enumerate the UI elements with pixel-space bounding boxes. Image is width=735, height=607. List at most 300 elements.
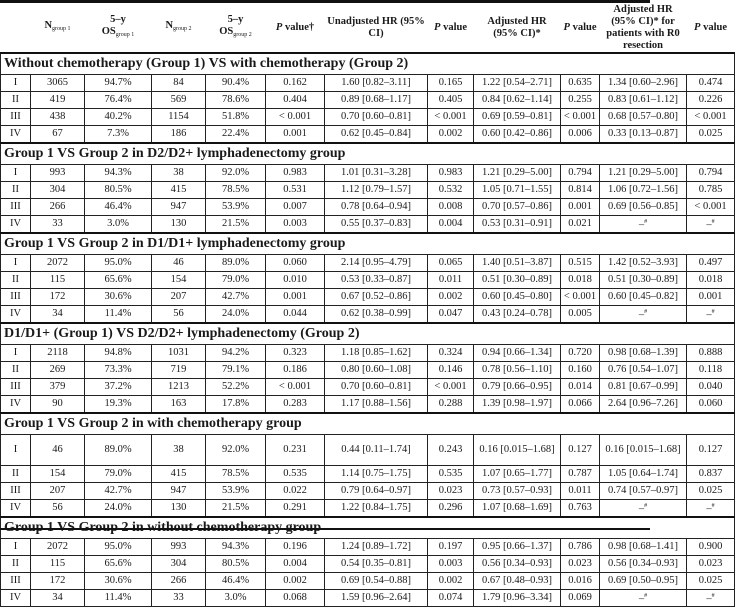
- cell-p-value: 0.983: [266, 165, 325, 182]
- cell-stage: III: [1, 109, 31, 126]
- cell-stage: II: [1, 272, 31, 289]
- cell-os-group1: 30.6%: [85, 289, 152, 306]
- cell-adjusted-p: 0.011: [561, 483, 600, 500]
- cell-n-group1: 438: [31, 109, 85, 126]
- cell-n-group1: 2072: [31, 539, 85, 556]
- cell-adjusted-hr: 1.39 [0.98–1.97]: [474, 396, 561, 414]
- cell-adjusted-hr: 0.94 [0.66–1.34]: [474, 345, 561, 362]
- cell-p-value: 0.004: [266, 556, 325, 573]
- cell-os-group1: 80.5%: [85, 182, 152, 199]
- cell-adjusted-r0-p: < 0.001: [687, 199, 735, 216]
- header-p-rest: value†: [282, 21, 315, 33]
- cell-adjusted-r0-p: 0.226: [687, 92, 735, 109]
- cell-unadjusted-hr: 0.79 [0.64–0.97]: [325, 483, 428, 500]
- cell-adjusted-p: 0.014: [561, 379, 600, 396]
- cell-os-group1: 94.8%: [85, 345, 152, 362]
- footnote-mark: #: [644, 219, 648, 226]
- table-row: [1, 216, 735, 234]
- cell-unadjusted-hr: 1.18 [0.85–1.62]: [325, 345, 428, 362]
- footnote-mark: #: [644, 309, 648, 316]
- cell-adjusted-hr-r0: 1.05 [0.64–1.74]: [600, 466, 687, 483]
- section-title: Group 1 VS Group 2 in with chemotherapy group: [1, 413, 735, 435]
- cell-n-group1: 115: [31, 556, 85, 573]
- cell-adjusted-p: 0.255: [561, 92, 600, 109]
- header-p-value-dagger: [266, 3, 325, 53]
- cell-unadjusted-hr: 1.60 [0.82–3.11]: [325, 75, 428, 92]
- table-header: [1, 3, 735, 53]
- cell-unadjusted-p: 0.165: [428, 75, 474, 92]
- not-applicable-dash: –: [706, 219, 712, 231]
- not-applicable-dash: –: [706, 593, 712, 605]
- survival-hazard-ratio-table: [0, 3, 735, 607]
- cell-unadjusted-hr: 1.17 [0.88–1.56]: [325, 396, 428, 414]
- cell-unadjusted-hr: 0.54 [0.35–0.81]: [325, 556, 428, 573]
- cell-os-group2: 94.2%: [206, 345, 266, 362]
- table-row: [1, 182, 735, 199]
- table-row: [1, 466, 735, 483]
- section-title: Group 1 VS Group 2 in D2/D2+ lymphadenectomy group: [1, 143, 735, 165]
- cell-p-value: 0.002: [266, 573, 325, 590]
- cell-unadjusted-p: 0.983: [428, 165, 474, 182]
- cell-adjusted-hr-r0: 1.06 [0.72–1.56]: [600, 182, 687, 199]
- cell-adjusted-hr-r0: 0.98 [0.68–1.39]: [600, 345, 687, 362]
- cell-adjusted-hr: 0.16 [0.015–1.68]: [474, 435, 561, 466]
- cell-unadjusted-p: 0.288: [428, 396, 474, 414]
- header-n-group1-main: N: [44, 20, 53, 31]
- cell-adjusted-r0-p: [687, 500, 735, 518]
- header-os-group1-main: OS: [101, 26, 116, 37]
- header-os-group1-sub: group 1: [115, 32, 135, 38]
- cell-unadjusted-p: 0.004: [428, 216, 474, 234]
- cell-adjusted-hr-r0: 0.74 [0.57–0.97]: [600, 483, 687, 500]
- cell-os-group2: 53.9%: [206, 199, 266, 216]
- header-n-group2: [152, 3, 206, 53]
- header-p-italic: P: [275, 21, 283, 33]
- cell-n-group1: 419: [31, 92, 85, 109]
- cell-n-group2: 130: [152, 500, 206, 518]
- cell-os-group1: 37.2%: [85, 379, 152, 396]
- cell-adjusted-r0-p: 0.001: [687, 289, 735, 306]
- cell-os-group1: 24.0%: [85, 500, 152, 518]
- cell-adjusted-r0-p: [687, 216, 735, 234]
- section-title: Group 1 VS Group 2 in D1/D1+ lymphadenectomy group: [1, 233, 735, 255]
- header-p1-italic: P: [434, 21, 441, 33]
- cell-p-value: 0.068: [266, 590, 325, 607]
- cell-stage: III: [1, 483, 31, 500]
- cell-os-group2: 17.8%: [206, 396, 266, 414]
- table-row: [1, 165, 735, 182]
- cell-os-group2: 24.0%: [206, 306, 266, 324]
- not-applicable-dash: –: [706, 503, 712, 515]
- table-row: [1, 345, 735, 362]
- cell-os-group1: 94.7%: [85, 75, 152, 92]
- footnote-mark: #: [711, 593, 715, 600]
- cell-adjusted-p: 0.515: [561, 255, 600, 272]
- cell-adjusted-r0-p: 0.018: [687, 272, 735, 289]
- cell-unadjusted-hr: 0.70 [0.60–0.81]: [325, 109, 428, 126]
- cell-adjusted-hr: 0.60 [0.42–0.86]: [474, 126, 561, 144]
- cell-unadjusted-hr: 1.22 [0.84–1.75]: [325, 500, 428, 518]
- cell-adjusted-p: 0.786: [561, 539, 600, 556]
- cell-n-group1: 2072: [31, 255, 85, 272]
- cell-n-group2: 186: [152, 126, 206, 144]
- cell-stage: I: [1, 255, 31, 272]
- cell-adjusted-hr: 1.07 [0.68–1.69]: [474, 500, 561, 518]
- cell-unadjusted-hr: 0.44 [0.11–1.74]: [325, 435, 428, 466]
- not-applicable-dash: –: [706, 309, 712, 321]
- table-row: [1, 396, 735, 414]
- cell-adjusted-hr-r0: [600, 590, 687, 607]
- cell-adjusted-hr: 1.22 [0.54–2.71]: [474, 75, 561, 92]
- header-n-group2-main: N: [165, 20, 174, 31]
- header-os-group2-line1: 5–y: [227, 14, 244, 25]
- cell-stage: IV: [1, 306, 31, 324]
- cell-n-group2: 947: [152, 483, 206, 500]
- cell-n-group2: 84: [152, 75, 206, 92]
- cell-unadjusted-p: 0.074: [428, 590, 474, 607]
- cell-adjusted-p: 0.763: [561, 500, 600, 518]
- cell-adjusted-hr-r0: 0.69 [0.50–0.95]: [600, 573, 687, 590]
- cell-adjusted-hr: 0.56 [0.34–0.93]: [474, 556, 561, 573]
- cell-stage: II: [1, 362, 31, 379]
- cell-adjusted-p: 0.016: [561, 573, 600, 590]
- cell-p-value: 0.291: [266, 500, 325, 518]
- cell-os-group2: 79.0%: [206, 272, 266, 289]
- table-row: [1, 483, 735, 500]
- cell-stage: III: [1, 289, 31, 306]
- table-row: [1, 379, 735, 396]
- cell-p-value: 0.283: [266, 396, 325, 414]
- cell-adjusted-p: 0.001: [561, 199, 600, 216]
- cell-unadjusted-hr: 1.14 [0.75–1.75]: [325, 466, 428, 483]
- cell-os-group2: 46.4%: [206, 573, 266, 590]
- cell-adjusted-r0-p: 0.888: [687, 345, 735, 362]
- table-row: [1, 289, 735, 306]
- cell-unadjusted-hr: 1.12 [0.79–1.57]: [325, 182, 428, 199]
- cell-adjusted-p: 0.720: [561, 345, 600, 362]
- cell-unadjusted-hr: 1.59 [0.96–2.64]: [325, 590, 428, 607]
- cell-adjusted-r0-p: 0.025: [687, 573, 735, 590]
- cell-os-group2: 79.1%: [206, 362, 266, 379]
- cell-os-group2: 90.4%: [206, 75, 266, 92]
- header-os-group2: [206, 3, 266, 53]
- header-p-value-2: [561, 3, 600, 53]
- cell-p-value: < 0.001: [266, 109, 325, 126]
- cell-adjusted-hr-r0: 1.42 [0.52–3.93]: [600, 255, 687, 272]
- cell-os-group1: 76.4%: [85, 92, 152, 109]
- header-p3-rest: value: [700, 21, 727, 33]
- cell-n-group2: 154: [152, 272, 206, 289]
- cell-unadjusted-p: 0.532: [428, 182, 474, 199]
- cell-stage: II: [1, 556, 31, 573]
- cell-n-group1: 34: [31, 590, 85, 607]
- table-row: [1, 573, 735, 590]
- cell-unadjusted-p: 0.002: [428, 126, 474, 144]
- table-row: [1, 306, 735, 324]
- cell-stage: I: [1, 539, 31, 556]
- cell-os-group1: 11.4%: [85, 306, 152, 324]
- cell-unadjusted-p: < 0.001: [428, 109, 474, 126]
- header-os-group1: [85, 3, 152, 53]
- cell-n-group1: 67: [31, 126, 85, 144]
- cell-n-group2: 947: [152, 199, 206, 216]
- cell-adjusted-hr-r0: 0.83 [0.61–1.12]: [600, 92, 687, 109]
- cell-unadjusted-hr: 2.14 [0.95–4.79]: [325, 255, 428, 272]
- cell-n-group1: 33: [31, 216, 85, 234]
- header-adjusted-hr: Adjusted HR (95% CI)*: [487, 15, 547, 39]
- cell-adjusted-hr: 0.78 [0.56–1.10]: [474, 362, 561, 379]
- cell-n-group2: 33: [152, 590, 206, 607]
- cell-n-group1: 34: [31, 306, 85, 324]
- header-row: [1, 3, 735, 53]
- header-n-group1: [31, 3, 85, 53]
- footnote-mark: #: [711, 503, 715, 510]
- header-stage: [1, 3, 31, 53]
- cell-n-group2: 415: [152, 182, 206, 199]
- cell-unadjusted-hr: 0.62 [0.38–0.99]: [325, 306, 428, 324]
- cell-n-group2: 719: [152, 362, 206, 379]
- cell-n-group1: 2118: [31, 345, 85, 362]
- header-n-group1-sub: group 1: [52, 26, 71, 32]
- cell-n-group2: 207: [152, 289, 206, 306]
- cell-adjusted-hr-r0: [600, 216, 687, 234]
- cell-adjusted-p: 0.069: [561, 590, 600, 607]
- cell-adjusted-hr: 1.21 [0.29–5.00]: [474, 165, 561, 182]
- table-row: [1, 539, 735, 556]
- cell-os-group1: 95.0%: [85, 539, 152, 556]
- header-os-group2-main: OS: [219, 26, 234, 37]
- cell-n-group1: 56: [31, 500, 85, 518]
- header-adjusted-hr-r0: Adjusted HR (95% CI)* for patients with R0 resection: [606, 3, 680, 51]
- cell-unadjusted-hr: 0.89 [0.68–1.17]: [325, 92, 428, 109]
- section-header-row: [1, 517, 735, 539]
- cell-adjusted-hr: 0.60 [0.45–0.80]: [474, 289, 561, 306]
- header-n-group2-sub: group 2: [173, 26, 192, 32]
- cell-adjusted-r0-p: 0.900: [687, 539, 735, 556]
- cell-adjusted-hr-r0: 1.34 [0.60–2.96]: [600, 75, 687, 92]
- cell-adjusted-r0-p: [687, 590, 735, 607]
- table-row: [1, 435, 735, 466]
- cell-p-value: 0.196: [266, 539, 325, 556]
- not-applicable-dash: –: [638, 309, 645, 321]
- cell-stage: II: [1, 92, 31, 109]
- cell-adjusted-p: 0.066: [561, 396, 600, 414]
- cell-adjusted-hr: 1.40 [0.51–3.87]: [474, 255, 561, 272]
- cell-adjusted-p: 0.018: [561, 272, 600, 289]
- cell-stage: I: [1, 75, 31, 92]
- footnote-mark: #: [711, 309, 715, 316]
- cell-os-group1: 11.4%: [85, 590, 152, 607]
- cell-adjusted-hr: 0.67 [0.48–0.93]: [474, 573, 561, 590]
- cell-adjusted-hr-r0: 1.21 [0.29–5.00]: [600, 165, 687, 182]
- cell-adjusted-r0-p: 0.025: [687, 483, 735, 500]
- cell-adjusted-p: 0.127: [561, 435, 600, 466]
- cell-stage: IV: [1, 500, 31, 518]
- cell-os-group2: 94.3%: [206, 539, 266, 556]
- cell-adjusted-p: 0.021: [561, 216, 600, 234]
- cell-p-value: 0.404: [266, 92, 325, 109]
- cell-adjusted-r0-p: 0.023: [687, 556, 735, 573]
- cell-stage: I: [1, 435, 31, 466]
- cell-n-group1: 993: [31, 165, 85, 182]
- header-os-group2-sub: group 2: [233, 32, 252, 38]
- cell-n-group1: 154: [31, 466, 85, 483]
- cell-adjusted-r0-p: 0.040: [687, 379, 735, 396]
- cell-unadjusted-p: 0.002: [428, 573, 474, 590]
- footnote-mark: #: [644, 593, 648, 600]
- cell-adjusted-r0-p: 0.025: [687, 126, 735, 144]
- header-p3-italic: P: [694, 21, 701, 33]
- cell-p-value: 0.531: [266, 182, 325, 199]
- section-header-row: [1, 323, 735, 345]
- header-p2-italic: P: [563, 21, 570, 33]
- cell-unadjusted-hr: 0.78 [0.64–0.94]: [325, 199, 428, 216]
- cell-adjusted-hr: 0.53 [0.31–0.91]: [474, 216, 561, 234]
- cell-unadjusted-hr: 0.55 [0.37–0.83]: [325, 216, 428, 234]
- cell-adjusted-p: 0.635: [561, 75, 600, 92]
- cell-p-value: 0.003: [266, 216, 325, 234]
- cell-n-group2: 266: [152, 573, 206, 590]
- cell-os-group1: 79.0%: [85, 466, 152, 483]
- cell-unadjusted-p: 0.535: [428, 466, 474, 483]
- section-title: Group 1 VS Group 2 in without chemotherapy group: [1, 517, 735, 539]
- cell-os-group2: 52.2%: [206, 379, 266, 396]
- cell-os-group2: 89.0%: [206, 255, 266, 272]
- header-p-value-3: [687, 3, 735, 53]
- cell-stage: I: [1, 165, 31, 182]
- cell-n-group1: 90: [31, 396, 85, 414]
- table-row: [1, 500, 735, 518]
- cell-n-group1: 379: [31, 379, 85, 396]
- cell-stage: IV: [1, 590, 31, 607]
- cell-stage: IV: [1, 216, 31, 234]
- table-row: [1, 590, 735, 607]
- table-row: [1, 255, 735, 272]
- cell-adjusted-hr-r0: 0.81 [0.67–0.99]: [600, 379, 687, 396]
- cell-adjusted-r0-p: 0.474: [687, 75, 735, 92]
- cell-stage: IV: [1, 396, 31, 414]
- cell-n-group2: 56: [152, 306, 206, 324]
- cell-unadjusted-p: 0.008: [428, 199, 474, 216]
- cell-n-group2: 38: [152, 165, 206, 182]
- cell-adjusted-r0-p: 0.118: [687, 362, 735, 379]
- cell-unadjusted-hr: 1.24 [0.89–1.72]: [325, 539, 428, 556]
- cell-os-group2: 78.6%: [206, 92, 266, 109]
- cell-os-group1: 19.3%: [85, 396, 152, 414]
- cell-adjusted-hr: 0.95 [0.66–1.37]: [474, 539, 561, 556]
- cell-n-group2: 38: [152, 435, 206, 466]
- cell-n-group2: 569: [152, 92, 206, 109]
- cell-os-group2: 78.5%: [206, 466, 266, 483]
- cell-adjusted-hr: 0.51 [0.30–0.89]: [474, 272, 561, 289]
- cell-p-value: 0.535: [266, 466, 325, 483]
- header-p2-rest: value: [569, 21, 597, 33]
- cell-unadjusted-p: < 0.001: [428, 379, 474, 396]
- table-row: [1, 75, 735, 92]
- cell-adjusted-hr-r0: [600, 500, 687, 518]
- cell-adjusted-r0-p: [687, 306, 735, 324]
- cell-adjusted-hr: 0.79 [0.66–0.95]: [474, 379, 561, 396]
- cell-adjusted-hr: 1.79 [0.96–3.34]: [474, 590, 561, 607]
- header-os-group1-line1: 5–y: [110, 14, 126, 25]
- cell-adjusted-hr-r0: 2.64 [0.96–7.26]: [600, 396, 687, 414]
- cell-os-group2: 51.8%: [206, 109, 266, 126]
- cell-adjusted-p: 0.814: [561, 182, 600, 199]
- cell-n-group1: 269: [31, 362, 85, 379]
- footnote-mark: #: [644, 503, 648, 510]
- cell-stage: IV: [1, 126, 31, 144]
- cell-unadjusted-hr: 0.70 [0.60–0.81]: [325, 379, 428, 396]
- cell-adjusted-r0-p: 0.497: [687, 255, 735, 272]
- table-row: [1, 199, 735, 216]
- cell-adjusted-r0-p: 0.794: [687, 165, 735, 182]
- cell-p-value: 0.010: [266, 272, 325, 289]
- cell-n-group1: 115: [31, 272, 85, 289]
- cell-adjusted-p: < 0.001: [561, 109, 600, 126]
- cell-adjusted-hr-r0: 0.68 [0.57–0.80]: [600, 109, 687, 126]
- cell-n-group2: 415: [152, 466, 206, 483]
- cell-p-value: 0.007: [266, 199, 325, 216]
- cell-n-group2: 993: [152, 539, 206, 556]
- table-row: [1, 126, 735, 144]
- cell-n-group1: 207: [31, 483, 85, 500]
- table-row: [1, 109, 735, 126]
- cell-unadjusted-p: 0.243: [428, 435, 474, 466]
- cell-unadjusted-p: 0.296: [428, 500, 474, 518]
- cell-os-group2: 53.9%: [206, 483, 266, 500]
- cell-adjusted-p: 0.787: [561, 466, 600, 483]
- cell-adjusted-p: < 0.001: [561, 289, 600, 306]
- cell-os-group2: 42.7%: [206, 289, 266, 306]
- cell-n-group2: 1213: [152, 379, 206, 396]
- cell-n-group2: 163: [152, 396, 206, 414]
- cell-stage: III: [1, 199, 31, 216]
- cell-os-group2: 22.4%: [206, 126, 266, 144]
- section-header-row: [1, 53, 735, 75]
- cell-unadjusted-hr: 0.53 [0.33–0.87]: [325, 272, 428, 289]
- cell-adjusted-hr: 0.43 [0.24–0.78]: [474, 306, 561, 324]
- cell-n-group1: 172: [31, 289, 85, 306]
- cell-adjusted-p: 0.023: [561, 556, 600, 573]
- cell-n-group1: 172: [31, 573, 85, 590]
- cell-os-group1: 7.3%: [85, 126, 152, 144]
- cell-os-group1: 65.6%: [85, 272, 152, 289]
- cell-adjusted-hr-r0: 0.76 [0.54–1.07]: [600, 362, 687, 379]
- table-row: [1, 92, 735, 109]
- cell-unadjusted-p: 0.002: [428, 289, 474, 306]
- header-p-value-1: [428, 3, 474, 53]
- cell-os-group1: 94.3%: [85, 165, 152, 182]
- cell-adjusted-p: 0.006: [561, 126, 600, 144]
- cell-os-group1: 89.0%: [85, 435, 152, 466]
- cell-n-group2: 46: [152, 255, 206, 272]
- cell-os-group1: 40.2%: [85, 109, 152, 126]
- cell-p-value: 0.022: [266, 483, 325, 500]
- table-body: [1, 53, 735, 607]
- cell-stage: II: [1, 182, 31, 199]
- cell-unadjusted-hr: 0.67 [0.52–0.86]: [325, 289, 428, 306]
- footnote-mark: #: [711, 219, 715, 226]
- cell-adjusted-p: 0.794: [561, 165, 600, 182]
- cell-os-group2: 21.5%: [206, 500, 266, 518]
- cell-stage: II: [1, 466, 31, 483]
- cell-adjusted-r0-p: < 0.001: [687, 109, 735, 126]
- cell-adjusted-r0-p: 0.060: [687, 396, 735, 414]
- cell-unadjusted-hr: 0.80 [0.60–1.08]: [325, 362, 428, 379]
- cell-n-group1: 304: [31, 182, 85, 199]
- cell-adjusted-hr-r0: 0.60 [0.45–0.82]: [600, 289, 687, 306]
- section-header-row: [1, 233, 735, 255]
